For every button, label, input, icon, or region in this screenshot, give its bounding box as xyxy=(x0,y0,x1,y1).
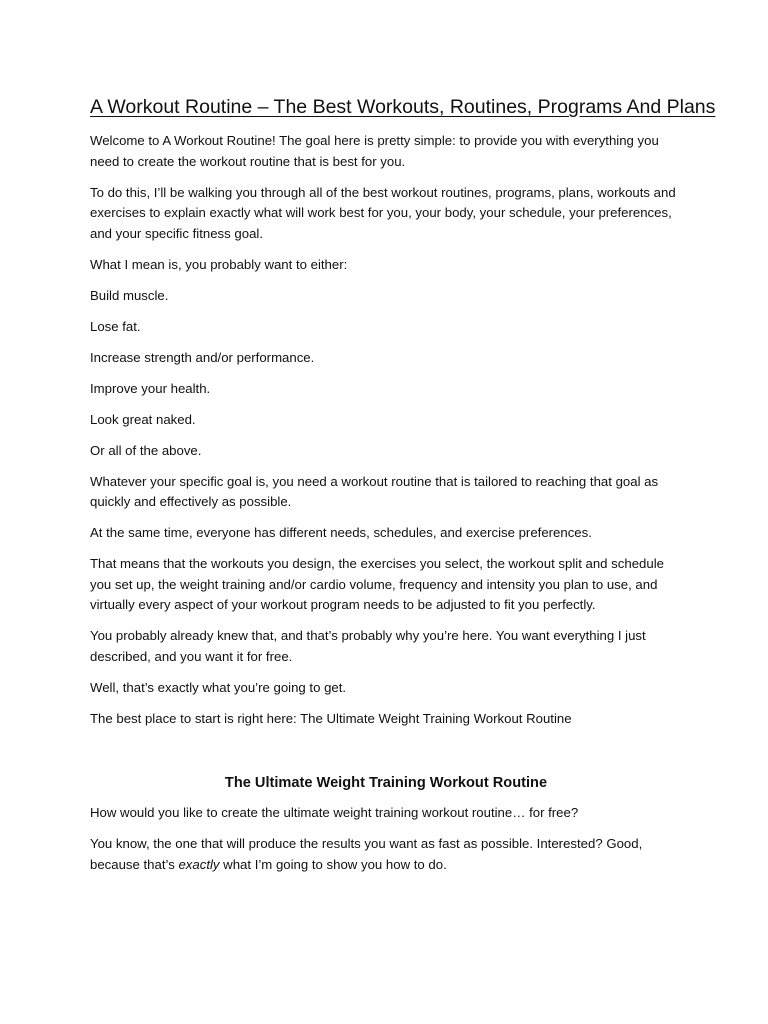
goal-item-lose-fat: Lose fat. xyxy=(90,318,141,334)
paragraph-what-i-mean: What I mean is, you probably want to either: xyxy=(90,256,348,272)
section-paragraph-2 xyxy=(90,834,682,875)
document-page xyxy=(90,94,716,886)
goal-item-build-muscle: Build muscle. xyxy=(90,287,169,303)
paragraph-specific-goal: Whatever your specific goal is, you need a workout routine that is tailored to reaching that goal as quickly and effectively as possible. xyxy=(90,473,659,509)
goal-item-all-above: Or all of the above. xyxy=(90,442,202,458)
paragraph-walkthrough: To do this, I’ll be walking you through all of the best workout routines, programs, plans, workouts and exercises to explain exactly what will work best for you, your body, your schedule, your preferences, and your specific fitness goal. xyxy=(90,184,676,241)
paragraph-different-needs: At the same time, everyone has different needs, schedules, and exercise preferences. xyxy=(90,525,592,540)
paragraph-best-place: The best place to start is right here: The Ultimate Weight Training Workout Routine xyxy=(90,710,572,726)
goal-item-improve-health: Improve your health. xyxy=(90,380,211,396)
paragraph-already-knew: You probably already knew that, and that’s probably why you’re here. You want everything I just described, and you want it for free. xyxy=(90,628,646,664)
section-paragraph-2-after: what I’m going to show you how to do. xyxy=(219,856,447,872)
goal-item-look-great: Look great naked. xyxy=(90,411,196,427)
document-title: A Workout Routine – The Best Workouts, Routines, Programs And Plans xyxy=(90,96,716,118)
section-paragraph-1: How would you like to create the ultimate weight training workout routine… for free? xyxy=(90,805,579,820)
section-paragraph-2-emphasis: exactly xyxy=(178,856,220,872)
paragraph-adjusted: That means that the workouts you design, the exercises you select, the workout split and schedule you set up, the weight training and/or cardio volume, frequency and intensity you plan to use, and virtually every aspect of your workout program needs to be adjusted to fit you perfectly. xyxy=(90,556,664,612)
section-heading: The Ultimate Weight Training Workout Routine xyxy=(224,775,548,791)
section-paragraph-2-before: You know, the one that will produce the results you want as fast as possible. Interested? Good, because that’s xyxy=(90,836,643,872)
paragraph-welcome: Welcome to A Workout Routine! The goal here is pretty simple: to provide you with everything you need to create the workout routine that is best for you. xyxy=(90,133,659,169)
paragraph-going-to-get: Well, that’s exactly what you’re going to get. xyxy=(90,679,347,695)
goal-item-increase-strength: Increase strength and/or performance. xyxy=(90,349,315,365)
